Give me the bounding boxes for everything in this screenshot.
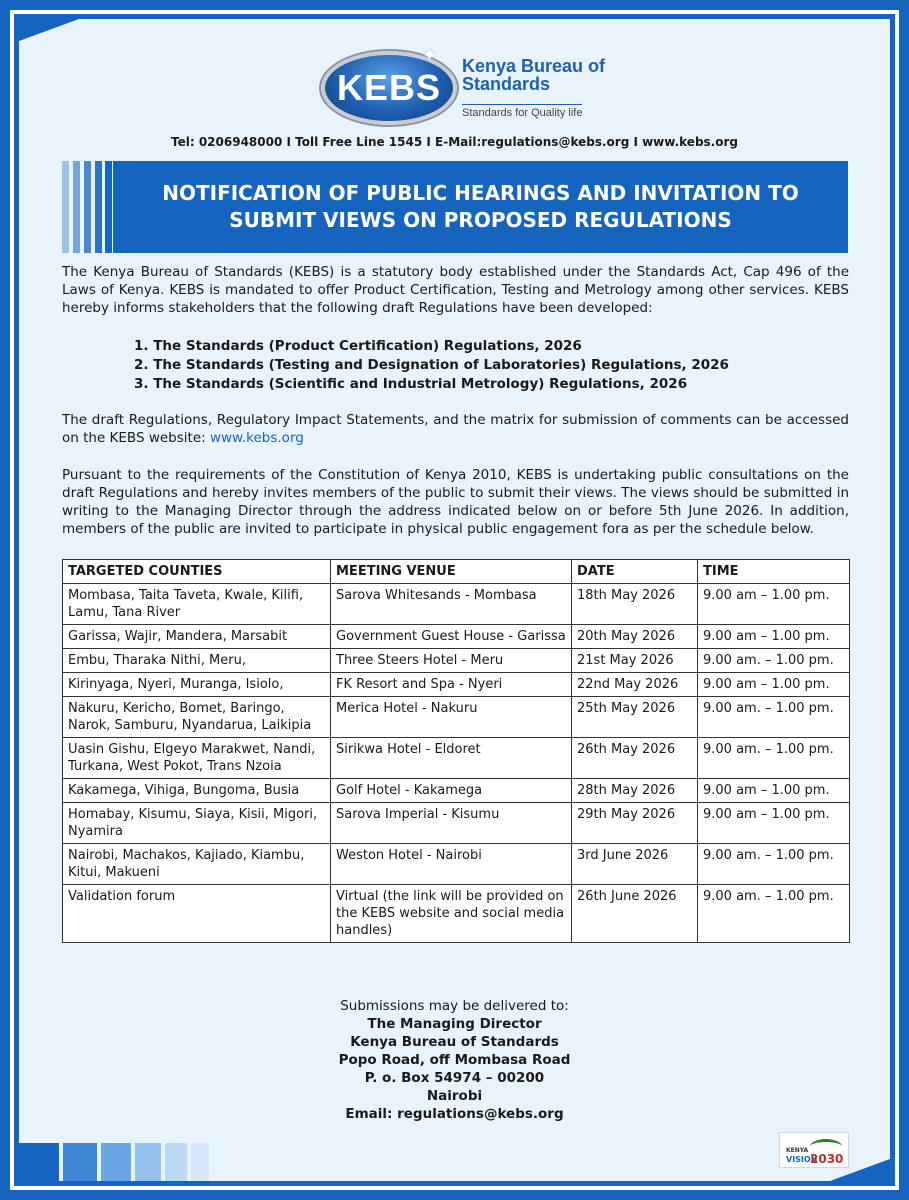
table-header-row — [63, 560, 850, 584]
title-line-1: NOTIFICATION OF PUBLIC HEARINGS AND INVITATION TO — [162, 181, 799, 205]
cell-time: 9.00 am – 1.00 pm. — [698, 673, 850, 697]
cell-time: 9.00 am – 1.00 pm. — [698, 779, 850, 803]
submission-email[interactable]: Email: regulations@kebs.org — [345, 1106, 564, 1122]
cell-time: 9.00 am. – 1.00 pm. — [698, 649, 850, 673]
kebs-logo-tagline: Standards for Quality life — [462, 104, 582, 119]
table-row — [63, 844, 850, 885]
cell-date: 22nd May 2026 — [572, 673, 698, 697]
cell-date: 25th May 2026 — [572, 697, 698, 738]
table-row — [63, 649, 850, 673]
cell-counties: Embu, Tharaka Nithi, Meru, — [63, 649, 331, 673]
cell-counties: Homabay, Kisumu, Siaya, Kisii, Migori, Nyamira — [63, 803, 331, 844]
website-link[interactable]: www.kebs.org — [209, 430, 304, 446]
cell-time: 9.00 am. – 1.00 pm. — [698, 885, 850, 943]
cell-time: 9.00 am. – 1.00 pm. — [698, 697, 850, 738]
cell-time: 9.00 am. – 1.00 pm. — [698, 738, 850, 779]
cell-date: 26th May 2026 — [572, 738, 698, 779]
table-row — [63, 738, 850, 779]
kebs-logo — [321, 47, 611, 129]
cell-date: 18th May 2026 — [572, 584, 698, 625]
cell-counties: Nakuru, Kericho, Bomet, Baringo, Narok, Samburu, Nyandarua, Laikipia — [63, 697, 331, 738]
header-venue: MEETING VENUE — [331, 560, 572, 584]
table-row — [63, 885, 850, 943]
cell-time: 9.00 am – 1.00 pm. — [698, 803, 850, 844]
kebs-logo-mark: KEBS — [336, 67, 442, 108]
access-text: The draft Regulations, Regulatory Impact Statements, and the matrix for submission of comments can be accessed on the KEBS website: — [62, 412, 849, 446]
table-row — [63, 697, 850, 738]
cell-counties: Uasin Gishu, Elgeyo Marakwet, Nandi, Turkana, West Pokot, Trans Nzoia — [63, 738, 331, 779]
address-line: Popo Road, off Mombasa Road — [338, 1052, 571, 1068]
cell-date: 28th May 2026 — [572, 779, 698, 803]
cell-date: 20th May 2026 — [572, 625, 698, 649]
cell-venue: Golf Hotel - Kakamega — [331, 779, 572, 803]
sparkle-icon: ✦ — [422, 45, 438, 66]
table-row — [63, 779, 850, 803]
vision-year: 2030 — [810, 1152, 844, 1166]
cell-venue: Government Guest House - Garissa — [331, 625, 572, 649]
cell-venue: Three Steers Hotel - Meru — [331, 649, 572, 673]
vision-2030-logo — [779, 1132, 849, 1168]
header-time: TIME — [698, 560, 850, 584]
cell-counties: Validation forum — [63, 885, 331, 943]
cell-time: 9.00 am – 1.00 pm. — [698, 584, 850, 625]
cell-date: 21st May 2026 — [572, 649, 698, 673]
contact-line: Tel: 0206948000 I Toll Free Line 1545 I E-Mail:regulations@kebs.org I www.kebs.org — [171, 135, 738, 149]
regulation-item: 2. The Standards (Testing and Designation of Laboratories) Regulations, 2026 — [134, 357, 729, 373]
cell-venue: Sarova Imperial - Kisumu — [331, 803, 572, 844]
vision-country: KENYA — [786, 1147, 809, 1154]
header-counties: TARGETED COUNTIES — [63, 560, 331, 584]
cell-counties: Mombasa, Taita Taveta, Kwale, Kilifi, Lamu, Tana River — [63, 584, 331, 625]
cell-venue: Virtual (the link will be provided on the KEBS website and social media handles) — [331, 885, 572, 943]
cell-counties: Kakamega, Vihiga, Bungoma, Busia — [63, 779, 331, 803]
cell-venue: Sirikwa Hotel - Eldoret — [331, 738, 572, 779]
cell-date: 29th May 2026 — [572, 803, 698, 844]
address-line: Nairobi — [426, 1088, 483, 1104]
cell-venue: FK Resort and Spa - Nyeri — [331, 673, 572, 697]
notice-page — [19, 19, 890, 1181]
submission-block — [19, 997, 890, 1123]
title-stripes — [62, 161, 112, 253]
submission-intro: Submissions may be delivered to: — [340, 998, 569, 1014]
cell-counties: Kirinyaga, Nyeri, Muranga, Isiolo, — [63, 673, 331, 697]
table-row — [63, 673, 850, 697]
regulations-list — [134, 337, 729, 394]
title-line-2: SUBMIT VIEWS ON PROPOSED REGULATIONS — [229, 208, 732, 232]
consultation-paragraph: Pursuant to the requirements of the Constitution of Kenya 2010, KEBS is undertaking public consultations on the draft Regulations and hereby invites members of the public to submit their views. The views should be submitted in writing to the Managing Director through the address indicated below on or before 5th June 2026. In addition, members of the public are invited to participate in physical public engagement fora as per the schedule below. — [62, 467, 849, 537]
cell-time: 9.00 am – 1.00 pm. — [698, 625, 850, 649]
address-line: Kenya Bureau of Standards — [350, 1034, 559, 1050]
access-paragraph — [62, 411, 849, 447]
cell-time: 9.00 am. – 1.00 pm. — [698, 844, 850, 885]
cell-venue: Sarova Whitesands - Mombasa — [331, 584, 572, 625]
address-line: The Managing Director — [367, 1016, 542, 1032]
address-line: P. o. Box 54974 – 00200 — [364, 1070, 545, 1086]
cell-venue: Weston Hotel - Nairobi — [331, 844, 572, 885]
schedule-table — [62, 559, 850, 943]
intro-paragraph: The Kenya Bureau of Standards (KEBS) is a statutory body established under the Standards Act, Cap 496 of the Laws of Kenya. KEBS is mandated to offer Product Certification, Testing and Metrology among other services. KEBS hereby informs stakeholders that the following draft Regulations have been developed: — [62, 264, 849, 316]
regulation-item: 1. The Standards (Product Certification) Regulations, 2026 — [134, 338, 582, 354]
table-row — [63, 625, 850, 649]
cell-date: 3rd June 2026 — [572, 844, 698, 885]
table-row — [63, 584, 850, 625]
cell-venue: Merica Hotel - Nakuru — [331, 697, 572, 738]
cell-counties: Nairobi, Machakos, Kajiado, Kiambu, Kitui, Makueni — [63, 844, 331, 885]
cell-date: 26th June 2026 — [572, 885, 698, 943]
title-banner — [113, 161, 848, 253]
table-row — [63, 803, 850, 844]
regulation-item: 3. The Standards (Scientific and Industrial Metrology) Regulations, 2026 — [134, 376, 688, 392]
header-date: DATE — [572, 560, 698, 584]
cell-counties: Garissa, Wajir, Mandera, Marsabit — [63, 625, 331, 649]
kebs-logo-name: Kenya Bureau of Standards — [462, 56, 606, 94]
vision-word: VISION — [786, 1155, 818, 1164]
